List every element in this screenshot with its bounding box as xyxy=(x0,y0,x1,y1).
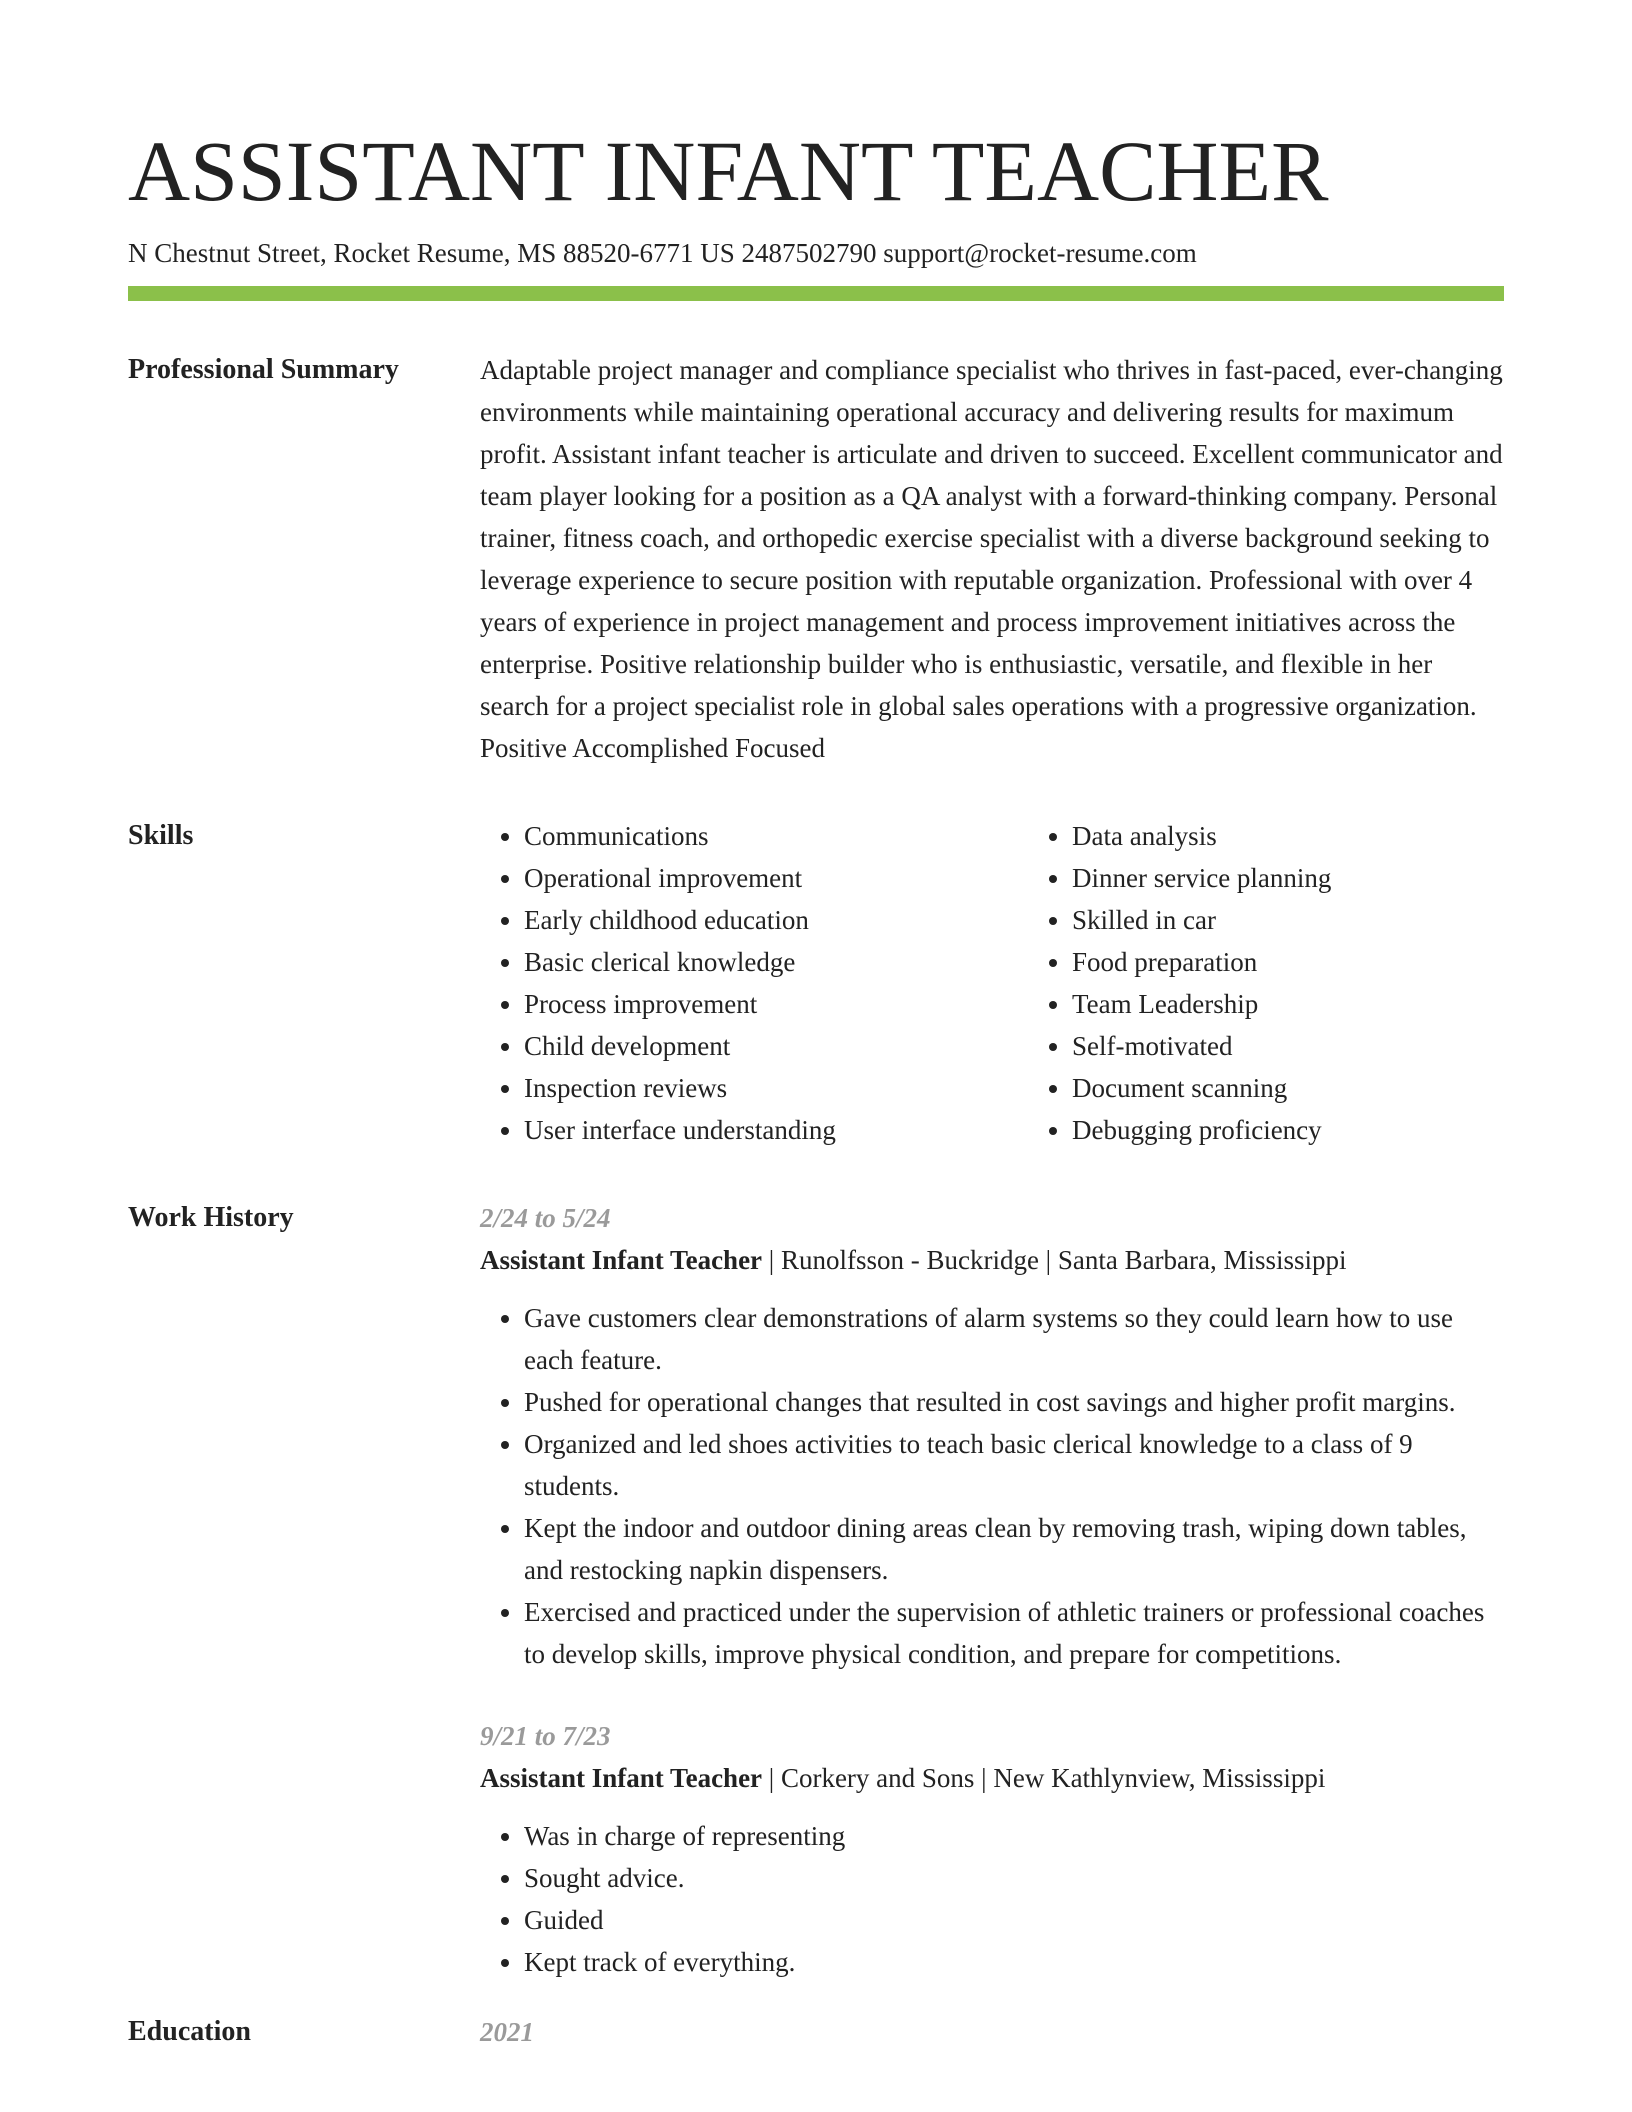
accent-divider xyxy=(128,286,1504,301)
contact-line: N Chestnut Street, Rocket Resume, MS 88520-6771 US 2487502790 support@rocket-resume.com xyxy=(128,238,1197,268)
skill-item: • Communications xyxy=(524,815,1028,857)
job-dates: 2/24 to 5/24 xyxy=(480,1203,611,1233)
skills-list-right xyxy=(1028,815,1576,1151)
job-bullet: • Kept track of everything. xyxy=(524,1941,1504,1983)
job-bullet: • Kept the indoor and outdoor dining areas clean by removing trash, wiping down tables, and restocking napkin dispensers. xyxy=(524,1507,1504,1591)
job-bullets xyxy=(480,1815,1504,1983)
job-entry xyxy=(480,1197,1504,1675)
summary-label: Professional Summary xyxy=(128,354,399,385)
skill-item: • Team Leadership xyxy=(1072,983,1576,1025)
job-bullet: • Exercised and practiced under the supervision of athletic trainers or professional coaches to develop skills, improve physical condition, and prepare for competitions. xyxy=(524,1591,1504,1675)
job-bullet: • Pushed for operational changes that resulted in cost savings and higher profit margins. xyxy=(524,1381,1504,1423)
skill-item: • Self-motivated xyxy=(1072,1025,1576,1067)
skill-item: • User interface understanding xyxy=(524,1109,1028,1151)
job-entry xyxy=(480,1715,1504,1983)
skill-item: • Basic clerical knowledge xyxy=(524,941,1028,983)
job-details: | Corkery and Sons | New Kathlynview, Mississippi xyxy=(762,1763,1326,1793)
summary-text: Adaptable project manager and compliance specialist who thrives in fast-paced, ever-changing environments while maintaining operational accuracy and delivering results for maximum profit. Assistant infant teacher is articulate and driven to succeed. Excellent communicator and team player looking for a position as a QA analyst with a forward-thinking company. Personal trainer, fitness coach, and orthopedic exercise specialist with a diverse background seeking to leverage experience to secure position with reputable organization. Professional with over 4 years of experience in project management and process improvement initiatives across the enterprise. Positive relationship builder who is enthusiastic, versatile, and flexible in her search for a project specialist role in global sales operations with a progressive organization. Positive Accomplished Focused xyxy=(480,355,1503,763)
skills-list-left xyxy=(480,815,1028,1151)
job-bullet: • Guided xyxy=(524,1899,1504,1941)
skill-item: • Food preparation xyxy=(1072,941,1576,983)
skill-item: • Process improvement xyxy=(524,983,1028,1025)
job-dates: 9/21 to 7/23 xyxy=(480,1721,611,1751)
job-bullets xyxy=(480,1297,1504,1675)
job-bullet: • Was in charge of representing xyxy=(524,1815,1504,1857)
education-year: 2021 xyxy=(480,2017,534,2047)
education-section xyxy=(128,2011,1504,2053)
skill-item: • Document scanning xyxy=(1072,1067,1576,1109)
work-history-section xyxy=(128,1197,1504,1983)
job-heading xyxy=(480,1757,1504,1799)
skill-item: • Early childhood education xyxy=(524,899,1028,941)
education-label: Education xyxy=(128,2016,251,2047)
skill-item: • Inspection reviews xyxy=(524,1067,1028,1109)
skill-item: • Dinner service planning xyxy=(1072,857,1576,899)
job-bullet: • Organized and led shoes activities to teach basic clerical knowledge to a class of 9 students. xyxy=(524,1423,1504,1507)
resume-page xyxy=(128,118,1504,2053)
skill-item: • Debugging proficiency xyxy=(1072,1109,1576,1151)
skills-section xyxy=(128,815,1504,1151)
skill-item: • Operational improvement xyxy=(524,857,1028,899)
job-details: | Runolfsson - Buckridge | Santa Barbara, Mississippi xyxy=(762,1245,1347,1275)
skill-item: • Child development xyxy=(524,1025,1028,1067)
work-history-label: Work History xyxy=(128,1202,294,1233)
job-title: Assistant Infant Teacher xyxy=(480,1245,763,1275)
skill-item: • Skilled in car xyxy=(1072,899,1576,941)
skills-label: Skills xyxy=(128,820,194,851)
job-heading xyxy=(480,1239,1504,1281)
job-title: Assistant Infant Teacher xyxy=(480,1763,763,1793)
job-bullet: • Sought advice. xyxy=(524,1857,1504,1899)
job-bullet: • Gave customers clear demonstrations of alarm systems so they could learn how to use each feature. xyxy=(524,1297,1504,1381)
summary-section xyxy=(128,349,1504,769)
resume-title: ASSISTANT INFANT TEACHER xyxy=(128,123,1329,219)
skill-item: • Data analysis xyxy=(1072,815,1576,857)
